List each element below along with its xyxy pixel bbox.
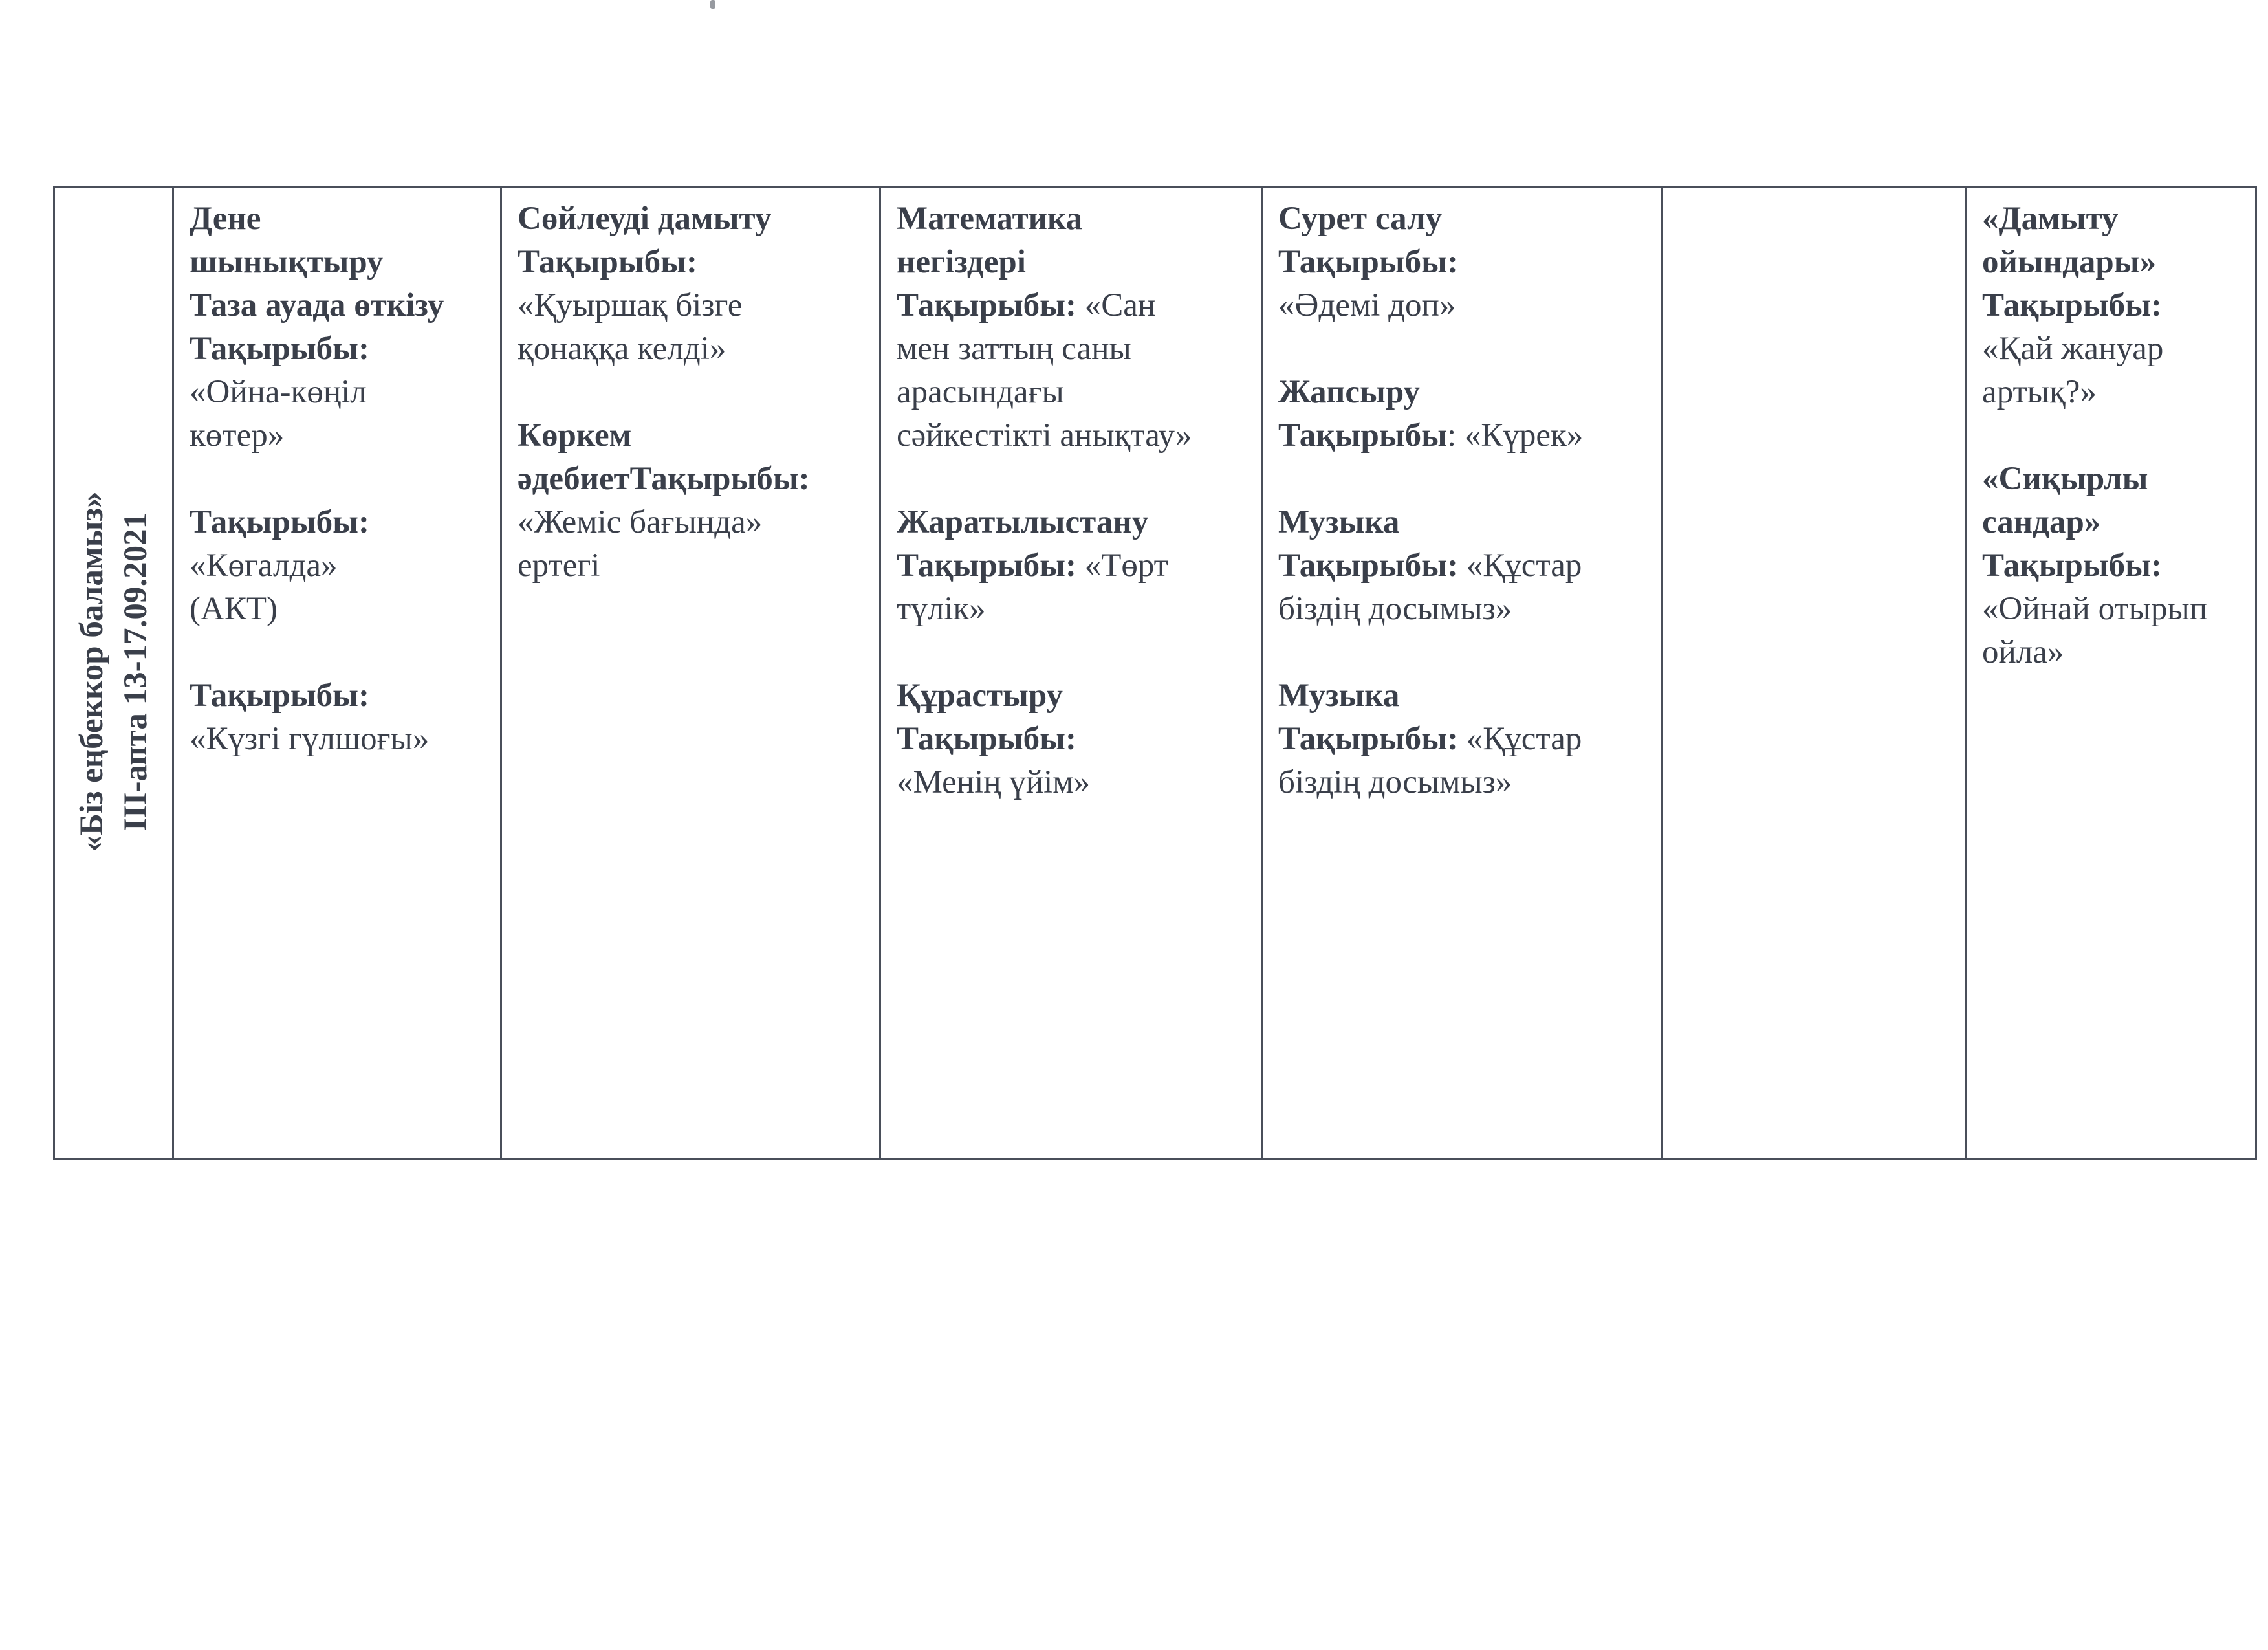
line-text: Тақырыбы: xyxy=(1278,547,1467,584)
line-text: «Күзгі гүлшоғы» xyxy=(190,721,430,757)
subject-heading-line xyxy=(190,327,492,371)
subject-heading-line xyxy=(190,501,492,544)
topic-text-line xyxy=(1278,588,1653,631)
subject-heading-line xyxy=(1278,718,1653,761)
subject-heading-line xyxy=(1278,414,1653,457)
line-tail-text: «Құстар xyxy=(1466,547,1582,584)
block-gap xyxy=(1278,457,1653,501)
theme-rotated-text xyxy=(70,219,158,1125)
line-text: қонаққа келді» xyxy=(518,331,726,367)
block-gap xyxy=(897,457,1253,501)
topic-text-line xyxy=(518,544,871,588)
subject-heading-line xyxy=(190,197,492,241)
line-tail-text: «Төрт xyxy=(1084,547,1168,584)
subject-heading-line xyxy=(897,501,1253,544)
line-text: Тақырыбы: xyxy=(190,504,369,540)
subject-heading-line xyxy=(1278,544,1653,588)
weekly-plan-table xyxy=(53,186,2257,1160)
activity-cell-col5 xyxy=(1662,188,1966,1159)
topic-text-line xyxy=(897,414,1253,457)
subject-heading-line xyxy=(190,284,492,327)
line-text: Сурет салу xyxy=(1278,201,1443,237)
line-tail-text: : «Күрек» xyxy=(1446,417,1584,454)
line-text: «Менің үйім» xyxy=(897,764,1091,800)
line-text: Тақырыбы: xyxy=(1982,547,2162,584)
topic-text-line xyxy=(190,414,492,457)
line-text: Математика xyxy=(897,201,1083,237)
line-text: «Қуыршақ бізге xyxy=(518,287,743,324)
subject-heading-line xyxy=(1278,241,1653,284)
subject-heading-line xyxy=(897,544,1253,588)
activity-cell-col2 xyxy=(501,188,880,1159)
line-text: әдебиетТақырыбы: xyxy=(518,461,810,497)
topic-text-line xyxy=(1982,327,2247,371)
line-text: «Әдемі доп» xyxy=(1278,287,1456,324)
line-text: Тақырыбы: xyxy=(1278,721,1467,757)
line-text: көтер» xyxy=(190,417,285,454)
subject-heading-line xyxy=(897,718,1253,761)
topic-text-line xyxy=(190,718,492,761)
subject-heading-line xyxy=(1278,674,1653,718)
line-text: «Жеміс бағында» xyxy=(518,504,763,540)
block-gap xyxy=(1982,414,2247,457)
topic-text-line xyxy=(190,588,492,631)
line-text: Дене xyxy=(190,201,261,237)
line-text: Музыка xyxy=(1278,504,1400,540)
subject-heading-line xyxy=(518,241,871,284)
line-text: артық?» xyxy=(1982,374,2097,410)
activity-cell-col3 xyxy=(880,188,1262,1159)
subject-heading-line xyxy=(897,241,1253,284)
theme-title: «Біз еңбеккор баламыз» xyxy=(73,491,110,852)
subject-heading-line xyxy=(1982,457,2247,501)
block-gap xyxy=(897,631,1253,674)
subject-heading-line xyxy=(1278,197,1653,241)
topic-text-line xyxy=(897,327,1253,371)
scan-speck xyxy=(710,0,715,9)
block-gap xyxy=(1278,631,1653,674)
line-text: Құрастыру xyxy=(897,677,1063,714)
line-text: Жапсыру xyxy=(1278,374,1421,410)
subject-heading-line xyxy=(190,241,492,284)
topic-text-line xyxy=(190,371,492,414)
topic-text-line xyxy=(1982,588,2247,631)
activity-cell-col4 xyxy=(1262,188,1662,1159)
line-tail-text: «Құстар xyxy=(1466,721,1582,757)
line-text: Тақырыбы: xyxy=(190,331,369,367)
topic-text-line xyxy=(190,544,492,588)
subject-heading-line xyxy=(897,284,1253,327)
line-text: «Қай жануар xyxy=(1982,331,2164,367)
line-text: Тақырыбы: xyxy=(897,721,1076,757)
line-tail-text: «Сан xyxy=(1084,287,1156,324)
line-text: Тақырыбы xyxy=(1278,417,1447,454)
activity-cell-col6 xyxy=(1966,188,2256,1159)
topic-text-line xyxy=(1982,631,2247,674)
line-text: «Көгалда» xyxy=(190,547,338,584)
subject-heading-line xyxy=(1982,501,2247,544)
theme-week: ІІІ-апта 13-17.09.2021 xyxy=(117,512,154,831)
theme-cell xyxy=(54,188,173,1159)
line-text: Таза ауада өткізу xyxy=(190,287,444,324)
subject-heading-line xyxy=(1982,284,2247,327)
subject-heading-line xyxy=(518,197,871,241)
line-text: Тақырыбы: xyxy=(1278,244,1458,280)
line-text: шынықтыру xyxy=(190,244,384,280)
line-text: Музыка xyxy=(1278,677,1400,714)
subject-heading-line xyxy=(1982,197,2247,241)
line-text: негіздері xyxy=(897,244,1026,280)
line-text: біздің досымыз» xyxy=(1278,591,1512,627)
line-text: «Ойна-көңіл xyxy=(190,374,367,410)
line-text: (АКТ) xyxy=(190,591,278,627)
block-gap xyxy=(190,631,492,674)
subject-heading-line xyxy=(897,197,1253,241)
line-text: Жаратылыстану xyxy=(897,504,1149,540)
line-text: Тақырыбы: xyxy=(190,677,369,714)
subject-heading-line xyxy=(1982,241,2247,284)
line-text: Тақырыбы: xyxy=(1982,287,2162,324)
line-text: Сөйлеуді дамыту xyxy=(518,201,772,237)
topic-text-line xyxy=(897,588,1253,631)
subject-heading-line xyxy=(518,414,871,457)
line-text: Тақырыбы: xyxy=(897,547,1085,584)
line-text: ойла» xyxy=(1982,634,2064,670)
topic-text-line xyxy=(518,501,871,544)
subject-heading-line xyxy=(1278,501,1653,544)
line-text: сандар» xyxy=(1982,504,2101,540)
line-text: арасындағы xyxy=(897,374,1064,410)
block-gap xyxy=(190,457,492,501)
line-text: мен заттың саны xyxy=(897,331,1131,367)
topic-text-line xyxy=(897,761,1253,804)
topic-text-line xyxy=(897,371,1253,414)
block-gap xyxy=(1278,327,1653,371)
line-text: Тақырыбы: xyxy=(518,244,697,280)
line-text: сәйкестікті анықтау» xyxy=(897,417,1192,454)
line-text: ертегі xyxy=(518,547,600,584)
subject-heading-line xyxy=(897,674,1253,718)
line-text: «Ойнай отырып xyxy=(1982,591,2208,627)
line-text: біздің досымыз» xyxy=(1278,764,1512,800)
line-text: Тақырыбы: xyxy=(897,287,1085,324)
topic-text-line xyxy=(1278,284,1653,327)
subject-heading-line xyxy=(190,674,492,718)
line-text: түлік» xyxy=(897,591,986,627)
table-row xyxy=(54,188,2256,1159)
line-text: «Дамыту xyxy=(1982,201,2119,237)
activity-cell-col1 xyxy=(173,188,501,1159)
topic-text-line xyxy=(518,284,871,327)
line-text: Көркем xyxy=(518,417,632,454)
topic-text-line xyxy=(1982,371,2247,414)
block-gap xyxy=(518,371,871,414)
line-text: «Сиқырлы xyxy=(1982,461,2148,497)
line-text: ойындары» xyxy=(1982,244,2157,280)
subject-heading-line xyxy=(1982,544,2247,588)
topic-text-line xyxy=(1278,761,1653,804)
subject-heading-line xyxy=(1278,371,1653,414)
subject-heading-line xyxy=(518,457,871,501)
topic-text-line xyxy=(518,327,871,371)
